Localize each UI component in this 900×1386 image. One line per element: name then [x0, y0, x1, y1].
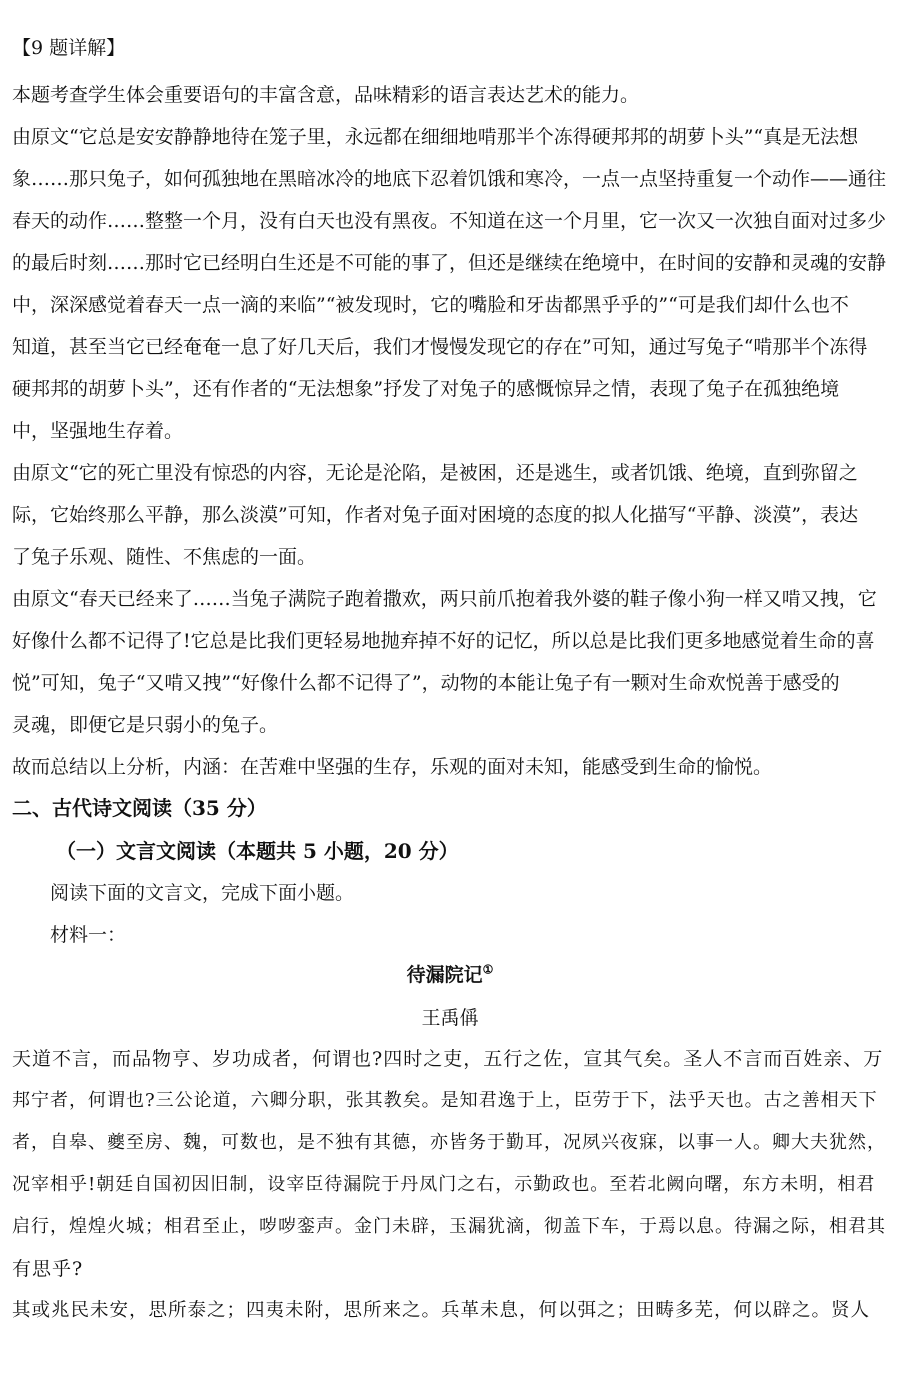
article-title: 待漏院记	[406, 964, 483, 986]
article-line: 邦宁者，何谓也?三公论道，六卿分职，张其教矣。是知君逸于上，臣劳于下，法乎天也。古之善相天下	[12, 1090, 878, 1111]
article-line: 有思乎?	[12, 1258, 84, 1280]
footnote-marker: ①	[482, 962, 494, 977]
explanation-line: 的最后时刻……那时它已经明白生还是不可能的事了，但还是继续在绝境中，在时间的安静和灵魂的安静	[12, 252, 887, 274]
article-line: 者，自皋、夔至房、魏，可数也，是不独有其德，亦皆务于勤耳，况夙兴夜寐，以事一人。卿大夫犹然，	[12, 1132, 886, 1153]
section-title: 二、古代诗文阅读（35 分）	[12, 796, 267, 820]
explanation-line: 象……那只兔子，如何孤独地在黑暗冰冷的地底下忍着饥饿和寒冷，一点一点坚持重复一个动作——通往	[12, 168, 887, 190]
answer-heading: 【9 题详解】	[12, 37, 126, 59]
article-title-row	[0, 963, 900, 987]
article-author: 王禹偁	[421, 1007, 479, 1029]
subsection-title: （一）文言文阅读（本题共 5 小题，20 分）	[56, 839, 459, 863]
explanation-line: 由原文“它的死亡里没有惊恐的内容，无论是沦陷，是被困，还是逃生，或者饥饿、绝境，直到弥留之	[12, 462, 858, 484]
explanation-line: 中，深深感觉着春天一点一滴的来临”“被发现时，它的嘴脸和牙齿都黑乎乎的”“可是我们却什么也不	[12, 294, 849, 316]
explanation-line: 灵魂，即便它是只弱小的兔子。	[12, 714, 279, 736]
article-line: 况宰相乎!朝廷自国初因旧制，设宰臣待漏院于丹凤门之右，示勤政也。至若北阙向曙，东方未明，相君	[12, 1174, 876, 1195]
explanation-line: 好像什么都不记得了!它总是比我们更轻易地抛弃掉不好的记忆，所以总是比我们更多地感觉着生命的喜	[12, 630, 875, 652]
explanation-line: 春天的动作……整整一个月，没有白天也没有黑夜。不知道在这一个月里，它一次又一次独自面对过多少	[12, 210, 887, 232]
explanation-line: 本题考查学生体会重要语句的丰富含意，品味精彩的语言表达艺术的能力。	[12, 84, 640, 106]
explanation-line: 际，它始终那么平静，那么淡漠”可知，作者对兔子面对困境的态度的拟人化描写“平静、淡漠”，表达	[12, 504, 859, 526]
article-line: 其或兆民未安，思所泰之；四夷未附，思所来之。兵革未息，何以弭之；田畴多芜，何以辟之。贤人	[12, 1300, 871, 1321]
explanation-line: 由原文“春天已经来了……当兔子满院子跑着撒欢，两只前爪抱着我外婆的鞋子像小狗一样又啃又拽，它	[12, 588, 877, 610]
explanation-line: 中，坚强地生存着。	[12, 420, 184, 442]
explanation-line: 悦”可知，兔子“又啃又拽”“好像什么都不记得了”，动物的本能让兔子有一颗对生命欢悦善于感受的	[12, 672, 840, 694]
explanation-line: 故而总结以上分析，内涵：在苦难中坚强的生存，乐观的面对未知，能感受到生命的愉悦。	[12, 756, 773, 778]
explanation-line: 了兔子乐观、随性、不焦虑的一面。	[12, 546, 317, 568]
material-label: 材料一：	[50, 924, 127, 946]
article-line: 天道不言，而品物亨、岁功成者，何谓也?四时之吏，五行之佐，宣其气矣。圣人不言而百姓亲、万	[12, 1048, 884, 1070]
article-line: 启行，煌煌火城；相君至止，哕哕銮声。金门未辟，玉漏犹滴，彻盖下车，于焉以息。待漏之际，相君其	[12, 1216, 886, 1237]
explanation-line: 由原文“它总是安安静静地待在笼子里，永远都在细细地啃那半个冻得硬邦邦的胡萝卜头”“真是无法想	[12, 126, 859, 148]
explanation-line: 知道，甚至当它已经奄奄一息了好几天后，我们才慢慢发现它的存在”可知，通过写兔子“啃那半个冻得	[12, 336, 868, 358]
explanation-line: 硬邦邦的胡萝卜头”，还有作者的“无法想象”抒发了对兔子的感慨惊异之情，表现了兔子在孤独绝境	[12, 378, 840, 400]
reading-instruction: 阅读下面的文言文，完成下面小题。	[50, 882, 355, 904]
